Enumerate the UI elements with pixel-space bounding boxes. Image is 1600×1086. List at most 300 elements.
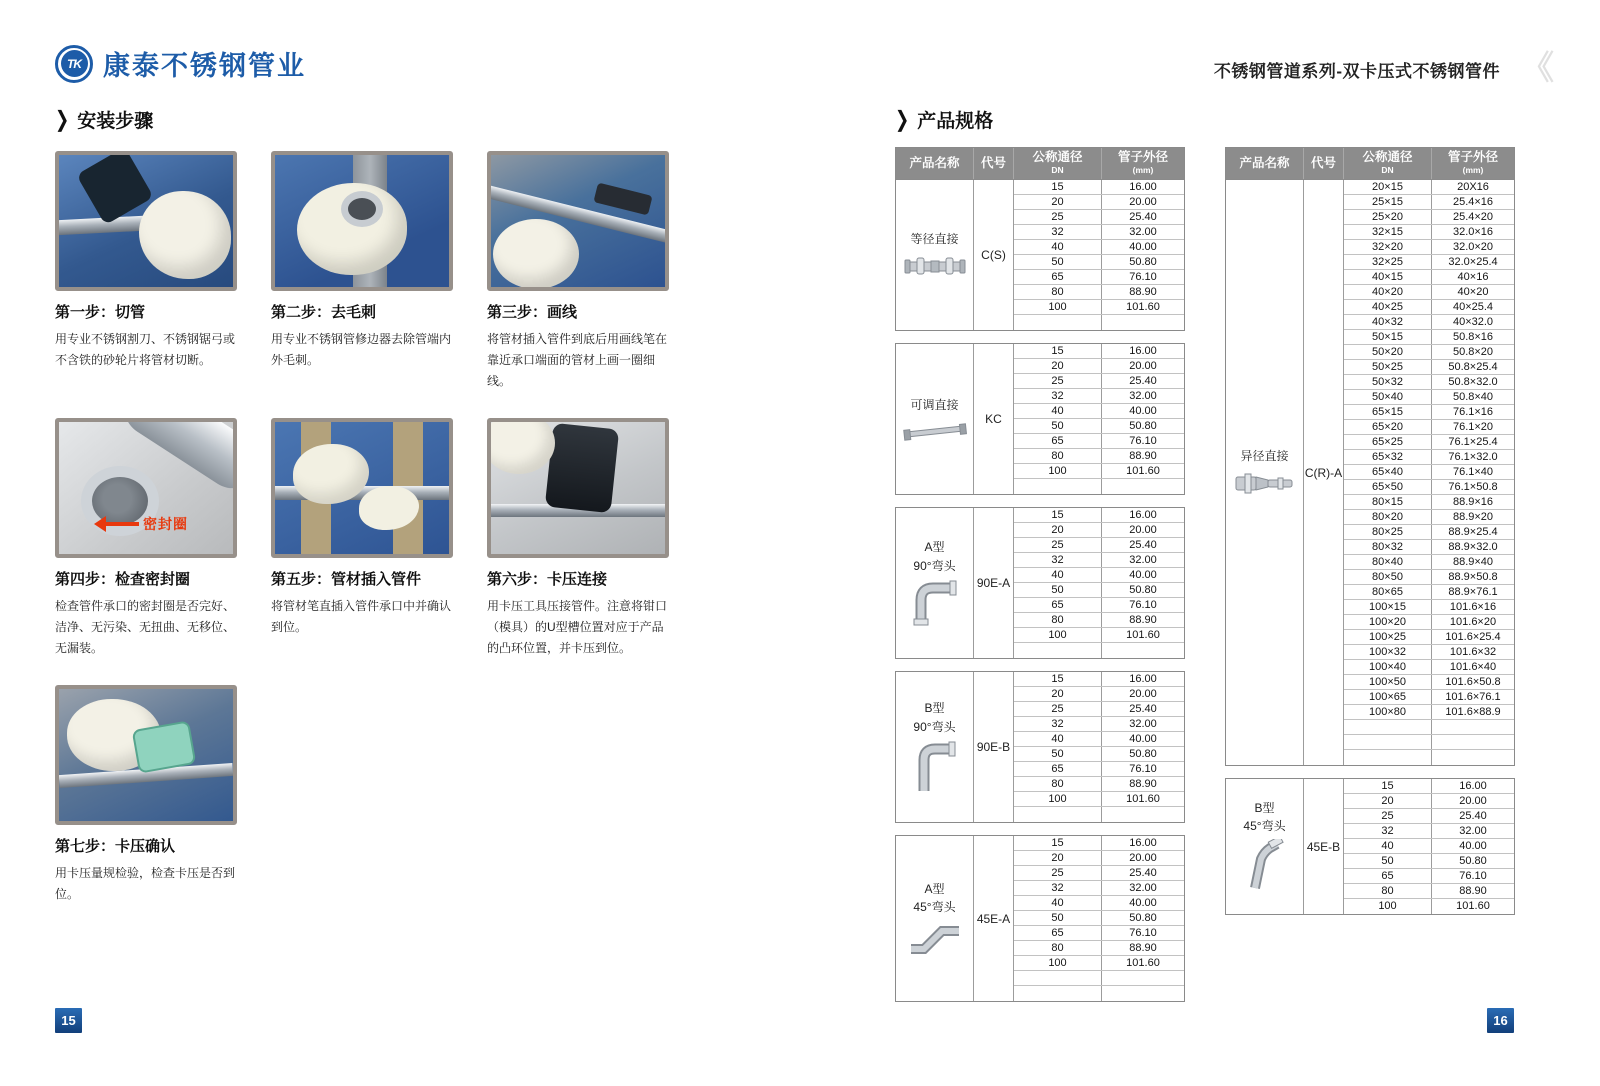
dn-cell: 32 <box>1014 717 1102 731</box>
od-cell: 16.00 <box>1129 181 1157 193</box>
column-header: 代号 <box>1304 148 1344 179</box>
dn-cell: 80 <box>1014 613 1102 627</box>
spec-row <box>1014 464 1184 479</box>
spec-row <box>1014 687 1184 702</box>
dn-cell: 65 <box>1014 598 1102 612</box>
od-cell: 16.00 <box>1129 673 1157 685</box>
insert-photo <box>271 418 453 558</box>
product-code-cell: 90E-A <box>974 508 1014 658</box>
od-cell: 40×20 <box>1457 286 1489 298</box>
spec-row <box>1344 779 1514 794</box>
od-cell: 32.00 <box>1129 390 1157 402</box>
product-name-cell: 异径直接 <box>1226 180 1304 765</box>
od-cell: 40.00 <box>1459 840 1487 852</box>
spec-row <box>1014 568 1184 583</box>
column-header: 产品名称 <box>896 148 974 179</box>
dn-cell: 80×25 <box>1344 525 1432 539</box>
od-cell: 50.80 <box>1129 584 1157 596</box>
dn-cell: 32×25 <box>1344 255 1432 269</box>
installation-section-title <box>55 106 671 133</box>
spec-row <box>1344 210 1514 225</box>
dn-cell: 40 <box>1014 240 1102 254</box>
spec-row-empty <box>1344 750 1514 765</box>
spec-row <box>1344 435 1514 450</box>
deburring-photo <box>271 151 453 291</box>
dn-cell: 20 <box>1014 851 1102 865</box>
od-cell: 50.8×20 <box>1452 346 1494 358</box>
od-cell: 88.9×50.8 <box>1448 571 1498 583</box>
spec-row <box>1344 510 1514 525</box>
od-cell <box>1432 720 1514 734</box>
od-cell: 25.40 <box>1129 539 1157 551</box>
dn-cell: 50×20 <box>1344 345 1432 359</box>
section-title-text: 安装步骤 <box>77 111 154 132</box>
od-cell: 88.9×16 <box>1452 496 1494 508</box>
dn-cell: 50×32 <box>1344 375 1432 389</box>
dn-cell: 20 <box>1014 359 1102 373</box>
install-step-3 <box>487 151 669 392</box>
spec-row <box>1344 300 1514 315</box>
od-cell: 50.80 <box>1129 748 1157 760</box>
od-cell: 40×32.0 <box>1452 316 1494 328</box>
spec-row-empty <box>1014 643 1184 658</box>
od-cell: 32.0×16 <box>1452 226 1494 238</box>
spec-row <box>1014 851 1184 866</box>
spec-row <box>1014 777 1184 792</box>
elbow-45b-icon <box>1245 839 1285 893</box>
step-title: 第五步：管材插入管件 <box>271 571 422 588</box>
spec-row <box>1014 523 1184 538</box>
reducer-coupling-icon <box>1234 469 1296 497</box>
spec-row <box>1014 747 1184 762</box>
od-cell: 76.1×40 <box>1452 466 1494 478</box>
dn-cell: 25×15 <box>1344 195 1432 209</box>
spec-row <box>1344 390 1514 405</box>
od-cell: 101.60 <box>1126 793 1160 805</box>
dn-cell: 100×32 <box>1344 645 1432 659</box>
column-header: 公称通径 DN <box>1344 148 1432 179</box>
od-cell: 88.9×40 <box>1452 556 1494 568</box>
od-cell: 20.00 <box>1129 688 1157 700</box>
od-cell: 88.9×20 <box>1452 511 1494 523</box>
od-cell: 16.00 <box>1129 345 1157 357</box>
dn-cell: 25 <box>1014 374 1102 388</box>
dn-cell: 100 <box>1014 956 1102 970</box>
dn-cell: 40 <box>1014 404 1102 418</box>
product-code-cell: C(S) <box>974 180 1014 330</box>
spec-row <box>1344 195 1514 210</box>
dn-cell: 50×40 <box>1344 390 1432 404</box>
equal-coupling-icon <box>904 252 966 279</box>
spec-columns <box>895 147 1517 1002</box>
dn-cell: 20 <box>1014 687 1102 701</box>
od-cell: 76.10 <box>1129 271 1157 283</box>
spec-section-title <box>895 106 1517 133</box>
dn-cell: 32 <box>1344 824 1432 838</box>
od-cell: 76.10 <box>1129 599 1157 611</box>
spec-row-empty <box>1014 807 1184 822</box>
spec-row-empty <box>1344 735 1514 750</box>
od-cell: 88.9×25.4 <box>1448 526 1498 538</box>
od-cell: 25.40 <box>1129 211 1157 223</box>
spec-row <box>1344 705 1514 720</box>
spec-row <box>1014 762 1184 777</box>
dn-cell: 100 <box>1344 899 1432 914</box>
dn-cell: 100 <box>1014 792 1102 806</box>
spec-row <box>1014 836 1184 851</box>
spec-row <box>1014 613 1184 628</box>
logo-ring-icon <box>55 45 93 83</box>
od-cell: 76.1×50.8 <box>1448 481 1498 493</box>
dn-cell: 50 <box>1014 911 1102 925</box>
annotation-arrow-icon <box>105 522 139 526</box>
dn-cell: 100×50 <box>1344 675 1432 689</box>
od-cell: 40×16 <box>1457 271 1489 283</box>
od-cell: 40.00 <box>1129 405 1157 417</box>
od-cell: 40.00 <box>1129 897 1157 909</box>
dn-cell: 32 <box>1014 881 1102 895</box>
spec-row <box>1014 344 1184 359</box>
company-logo <box>55 44 306 83</box>
spec-row <box>1344 630 1514 645</box>
spec-row <box>1014 896 1184 911</box>
product-name-cell: 可调直接 <box>896 344 974 494</box>
dn-cell: 50 <box>1014 583 1102 597</box>
spec-row <box>1344 555 1514 570</box>
product-name-cell: B型 90°弯头 <box>896 672 974 822</box>
dn-cell: 65×32 <box>1344 450 1432 464</box>
step-title: 第六步：卡压连接 <box>487 571 608 588</box>
od-cell: 88.9×76.1 <box>1448 586 1498 598</box>
dn-cell: 100 <box>1014 464 1102 478</box>
dn-cell: 65 <box>1014 434 1102 448</box>
spec-row <box>1014 374 1184 389</box>
spec-row <box>1014 270 1184 285</box>
dn-cell <box>1014 986 1102 1001</box>
od-cell: 20.00 <box>1129 360 1157 372</box>
spec-row <box>1014 389 1184 404</box>
od-cell: 32.00 <box>1129 554 1157 566</box>
spec-row <box>1014 508 1184 523</box>
dn-cell: 15 <box>1014 672 1102 686</box>
od-cell: 20.00 <box>1129 524 1157 536</box>
column-header: 代号 <box>974 148 1014 179</box>
spec-column-right <box>1225 147 1515 1002</box>
spec-row <box>1344 690 1514 705</box>
spec-row <box>1344 285 1514 300</box>
column-header: 管子外径 (mm) <box>1117 150 1168 176</box>
spec-row <box>1014 210 1184 225</box>
spec-column-left <box>895 147 1185 1002</box>
dn-cell: 25 <box>1014 866 1102 880</box>
column-header: 产品名称 <box>1226 148 1304 179</box>
dn-cell: 40 <box>1014 732 1102 746</box>
dn-cell: 25 <box>1344 809 1432 823</box>
dn-cell <box>1014 315 1102 330</box>
od-cell: 88.90 <box>1129 450 1157 462</box>
spec-row <box>1014 881 1184 896</box>
product-code-cell: 45E-A <box>974 836 1014 1001</box>
spec-row <box>1344 405 1514 420</box>
spec-row <box>1014 956 1184 971</box>
spec-row <box>1344 675 1514 690</box>
dn-cell: 15 <box>1014 344 1102 358</box>
cutting-photo <box>55 151 237 291</box>
spec-row <box>1344 360 1514 375</box>
dn-cell: 50×25 <box>1344 360 1432 374</box>
od-cell: 101.6×76.1 <box>1445 691 1501 703</box>
od-cell: 25.40 <box>1129 867 1157 879</box>
spec-row <box>1014 404 1184 419</box>
step-description: 用卡压量规检验，检查卡压是否到位。 <box>55 866 236 901</box>
od-cell: 88.90 <box>1129 778 1157 790</box>
dn-cell: 25 <box>1014 702 1102 716</box>
dn-cell: 80 <box>1014 449 1102 463</box>
step-description: 将管材插入管件到底后用画线笔在靠近承口端面的管材上画一圈细线。 <box>487 332 668 388</box>
product-code-cell: 90E-B <box>974 672 1014 822</box>
dn-cell: 100 <box>1014 628 1102 642</box>
product-name-cell: 等径直接 <box>896 180 974 330</box>
spec-table <box>895 835 1185 1002</box>
elbow-45a-icon <box>907 920 963 956</box>
spec-row <box>1344 240 1514 255</box>
spec-row <box>1344 180 1514 195</box>
od-cell: 40.00 <box>1129 733 1157 745</box>
dn-cell: 32 <box>1014 553 1102 567</box>
spec-row <box>1344 600 1514 615</box>
od-cell: 101.60 <box>1126 629 1160 641</box>
spec-row <box>1344 225 1514 240</box>
product-name-cell: A型 45°弯头 <box>896 836 974 1001</box>
od-cell: 76.10 <box>1129 435 1157 447</box>
dn-cell: 80×65 <box>1344 585 1432 599</box>
dn-cell: 80 <box>1014 941 1102 955</box>
od-cell: 20.00 <box>1459 795 1487 807</box>
od-cell: 88.9×32.0 <box>1448 541 1498 553</box>
od-cell: 101.6×32 <box>1449 646 1497 658</box>
spec-row-empty <box>1014 986 1184 1001</box>
dn-cell: 65 <box>1344 869 1432 883</box>
od-cell <box>1102 643 1184 658</box>
spec-row <box>1344 570 1514 585</box>
product-code-cell: 45E-B <box>1304 779 1344 914</box>
spec-row <box>1344 330 1514 345</box>
od-cell: 101.60 <box>1126 465 1160 477</box>
spec-row-empty <box>1344 720 1514 735</box>
dn-cell: 25 <box>1014 210 1102 224</box>
product-name-cell: A型 90°弯头 <box>896 508 974 658</box>
dn-cell: 65 <box>1014 926 1102 940</box>
spec-row <box>1344 660 1514 675</box>
install-step-7 <box>55 685 237 905</box>
install-step-4 <box>55 418 237 659</box>
step-title: 第四步：检查密封圈 <box>55 571 191 588</box>
spec-table <box>895 671 1185 823</box>
dn-cell: 50 <box>1014 255 1102 269</box>
spec-table <box>1225 180 1515 766</box>
dn-cell: 80 <box>1344 884 1432 898</box>
dn-cell: 80×15 <box>1344 495 1432 509</box>
spec-row <box>1014 702 1184 717</box>
od-cell: 25.4×20 <box>1452 211 1494 223</box>
dn-cell: 50 <box>1014 419 1102 433</box>
spec-row <box>1014 583 1184 598</box>
specifications-page <box>895 106 1517 1002</box>
column-header: 管子外径 (mm) <box>1447 150 1498 176</box>
od-cell <box>1432 750 1514 765</box>
spec-row <box>1014 717 1184 732</box>
press-photo <box>487 418 669 558</box>
dn-cell: 100×25 <box>1344 630 1432 644</box>
page-number-left: 15 <box>55 1008 82 1033</box>
step-description: 用专业不锈钢管修边器去除管端内外毛刺。 <box>271 332 452 367</box>
spec-row <box>1014 598 1184 613</box>
spec-row <box>1344 465 1514 480</box>
spec-row <box>1344 884 1514 899</box>
dn-cell: 15 <box>1014 836 1102 850</box>
dn-cell: 100 <box>1014 300 1102 314</box>
install-step-6 <box>487 418 669 659</box>
od-cell: 25.4×16 <box>1452 196 1494 208</box>
dn-cell <box>1014 479 1102 494</box>
gauge-photo <box>55 685 237 825</box>
dn-cell: 80×20 <box>1344 510 1432 524</box>
od-cell: 25.40 <box>1129 375 1157 387</box>
spec-row <box>1344 420 1514 435</box>
spec-row <box>1344 899 1514 914</box>
od-cell: 40×25.4 <box>1452 301 1494 313</box>
od-cell: 32.00 <box>1129 718 1157 730</box>
spec-row <box>1014 434 1184 449</box>
od-cell: 50.80 <box>1129 256 1157 268</box>
od-cell: 76.1×16 <box>1452 406 1494 418</box>
photo-shape <box>593 183 652 216</box>
spec-row <box>1014 926 1184 941</box>
od-cell: 16.00 <box>1459 780 1487 792</box>
spec-row-empty <box>1014 479 1184 494</box>
guillemet-icon: 《 <box>1521 49 1554 86</box>
product-name-cell: B型 45°弯头 <box>1226 779 1304 914</box>
dn-cell: 100×40 <box>1344 660 1432 674</box>
od-cell: 50.80 <box>1129 912 1157 924</box>
step-description: 将管材笔直插入管件承口中并确认到位。 <box>271 599 452 634</box>
od-cell: 101.60 <box>1126 957 1160 969</box>
dn-cell: 20 <box>1014 523 1102 537</box>
od-cell: 16.00 <box>1129 837 1157 849</box>
dn-cell: 32 <box>1014 225 1102 239</box>
spec-row <box>1344 824 1514 839</box>
dn-cell: 100×15 <box>1344 600 1432 614</box>
photo-shape <box>341 191 383 227</box>
dn-cell: 65×50 <box>1344 480 1432 494</box>
od-cell: 50.80 <box>1459 855 1487 867</box>
spec-row <box>1014 866 1184 881</box>
spec-row <box>1014 792 1184 807</box>
od-cell: 32.0×20 <box>1452 241 1494 253</box>
spec-row <box>1014 195 1184 210</box>
product-code-cell: KC <box>974 344 1014 494</box>
step-description: 检查管件承口的密封圈是否完好、洁净、无污染、无扭曲、无移位、无漏装。 <box>55 599 236 655</box>
od-cell: 101.6×40 <box>1449 661 1497 673</box>
spec-row <box>1014 255 1184 270</box>
od-cell: 32.0×25.4 <box>1448 256 1498 268</box>
dn-cell: 65×20 <box>1344 420 1432 434</box>
od-cell: 88.90 <box>1129 286 1157 298</box>
od-cell: 20.00 <box>1129 852 1157 864</box>
dn-cell: 40×32 <box>1344 315 1432 329</box>
dn-cell: 100×20 <box>1344 615 1432 629</box>
seal-photo <box>55 418 237 558</box>
spec-row <box>1014 732 1184 747</box>
install-step-1 <box>55 151 237 392</box>
od-cell: 101.6×88.9 <box>1445 706 1501 718</box>
spec-row <box>1014 359 1184 374</box>
spec-row <box>1344 794 1514 809</box>
step-description: 用卡压工具压接管件。注意将钳口（模具）的U型槽位置对应于产品的凸环位置，并卡压到位。 <box>487 599 668 655</box>
dn-cell: 40 <box>1344 839 1432 853</box>
spec-table <box>895 507 1185 659</box>
od-cell: 32.00 <box>1129 882 1157 894</box>
dn-cell: 65×15 <box>1344 405 1432 419</box>
install-step-5 <box>271 418 453 659</box>
dn-cell: 40×15 <box>1344 270 1432 284</box>
od-cell: 101.6×25.4 <box>1445 631 1501 643</box>
dn-cell <box>1014 643 1102 658</box>
step-title: 第二步：去毛刺 <box>271 304 377 321</box>
spec-row <box>1014 628 1184 643</box>
dn-cell: 80 <box>1014 285 1102 299</box>
spec-row <box>1014 285 1184 300</box>
od-cell <box>1102 807 1184 822</box>
step-title: 第一步：切管 <box>55 304 146 321</box>
dn-cell: 15 <box>1014 508 1102 522</box>
dn-cell: 40 <box>1014 896 1102 910</box>
dn-cell: 25×20 <box>1344 210 1432 224</box>
od-cell: 50.80 <box>1129 420 1157 432</box>
step-title: 第三步：画线 <box>487 304 578 321</box>
company-name: 康泰不锈钢管业 <box>103 51 306 81</box>
spec-row <box>1344 809 1514 824</box>
dn-cell: 65×40 <box>1344 465 1432 479</box>
page-number-right: 16 <box>1487 1008 1514 1033</box>
spec-row <box>1014 240 1184 255</box>
dn-cell: 65 <box>1014 762 1102 776</box>
dn-cell: 32×20 <box>1344 240 1432 254</box>
spec-row <box>1014 225 1184 240</box>
od-cell: 76.1×32.0 <box>1448 451 1498 463</box>
od-cell: 32.00 <box>1459 825 1487 837</box>
dn-cell: 32×15 <box>1344 225 1432 239</box>
spec-row <box>1344 615 1514 630</box>
od-cell: 50.8×16 <box>1452 331 1494 343</box>
spec-table-header <box>1225 147 1515 180</box>
dn-cell <box>1344 750 1432 765</box>
step-title: 第七步：卡压确认 <box>55 838 176 855</box>
column-header: 公称通径 DN <box>1014 148 1102 179</box>
dn-cell <box>1014 971 1102 985</box>
od-cell: 40.00 <box>1129 241 1157 253</box>
spec-table <box>1225 778 1515 915</box>
dn-cell: 50×15 <box>1344 330 1432 344</box>
spec-row <box>1344 540 1514 555</box>
section-chevron-icon: ❯ <box>895 106 910 132</box>
od-cell: 16.00 <box>1129 509 1157 521</box>
od-cell: 76.10 <box>1129 927 1157 939</box>
od-cell: 101.6×16 <box>1449 601 1497 613</box>
od-cell: 101.60 <box>1456 900 1490 912</box>
dn-cell: 15 <box>1014 180 1102 194</box>
od-cell: 76.1×25.4 <box>1448 436 1498 448</box>
